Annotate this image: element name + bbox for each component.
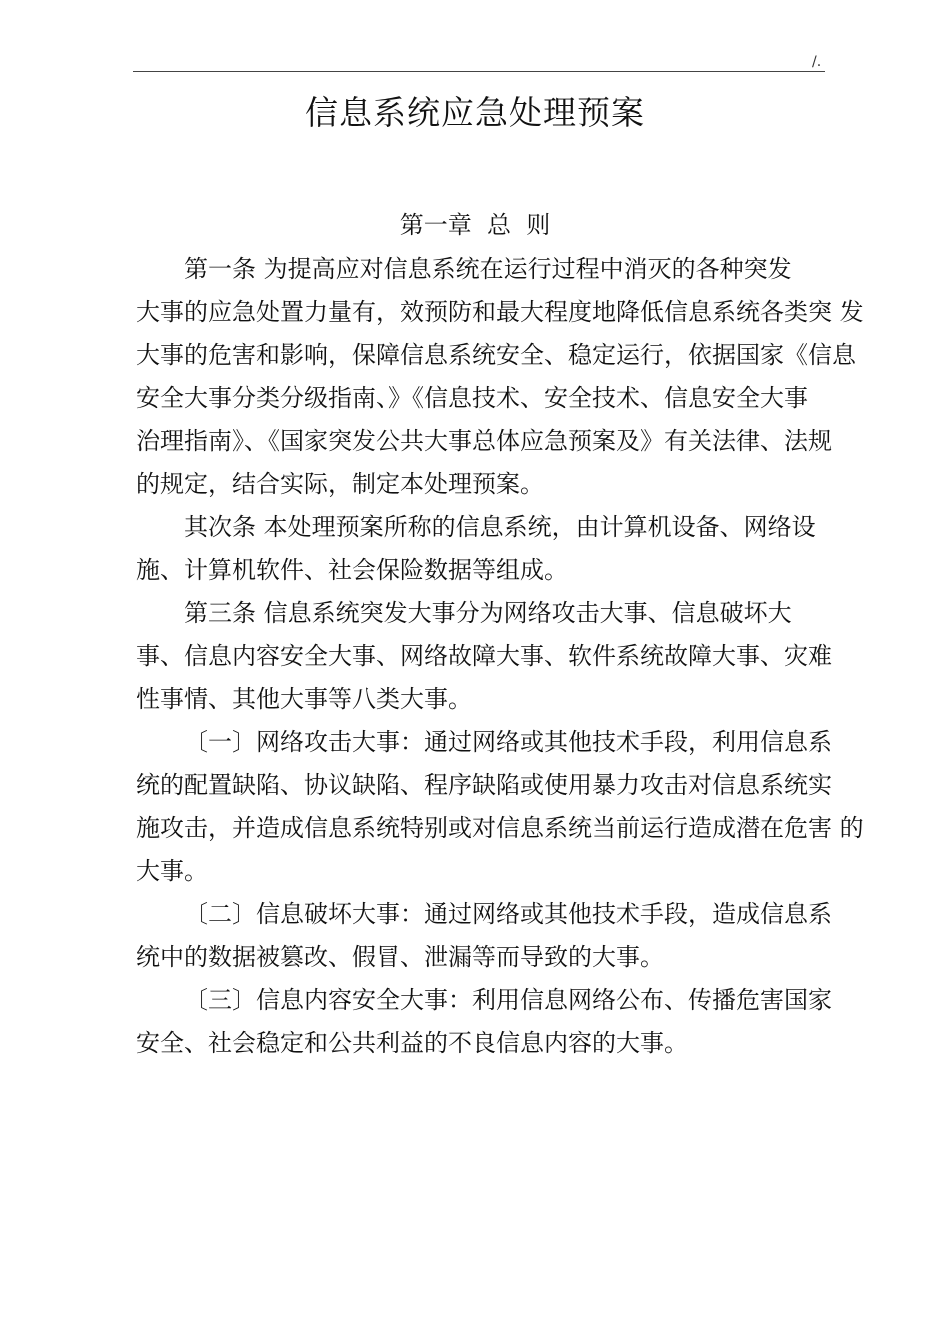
text-line: 治理指南》、《国家突发公共大事总体应急预案及》有关法律、法规 (136, 427, 832, 455)
text-line: 〔一〕网络攻击大事：通过网络或其他技术手段，利用信息系 (184, 728, 832, 756)
paragraph-article-3 (136, 592, 848, 721)
text-line: 安全大事分类分级指南、》《信息技术、安全技术、信息安全大事 (136, 384, 808, 412)
text-line: 统中的数据被篡改、假冒、泄漏等而导致的大事。 (136, 943, 664, 971)
chapter-heading: 第一章 总 则 (399, 211, 551, 239)
text-line: 其次条 本处理预案所称的信息系统，由计算机设备、网络设 (184, 513, 816, 541)
text-line: 施、计算机软件、社会保险数据等组成。 (136, 556, 568, 584)
text-line: 〔三〕信息内容安全大事：利用信息网络公布、传播危害国家 (184, 986, 832, 1014)
header-rule (133, 71, 825, 72)
text-line: 事、信息内容安全大事、网络故障大事、软件系统故障大事、灾难 (136, 642, 832, 670)
text-line: 第三条 信息系统突发大事分为网络攻击大事、信息破坏大 (184, 599, 792, 627)
text-line: 〔二〕信息破坏大事：通过网络或其他技术手段，造成信息系 (184, 900, 832, 928)
page-corner-mark: /. (812, 54, 822, 70)
document-body (136, 248, 864, 1065)
text-line: 第一条 为提高应对信息系统在运行过程中消灭的各种突发 (184, 255, 792, 283)
text-line: 的规定，结合实际，制定本处理预案。 (136, 470, 544, 498)
paragraph-item-2 (136, 893, 848, 979)
document-title: 信息系统应急处理预案 (305, 93, 645, 132)
text-line: 统的配置缺陷、协议缺陷、程序缺陷或使用暴力攻击对信息系统实 (136, 771, 832, 799)
paragraph-item-3 (136, 979, 848, 1065)
text-line: 性事情、其他大事等八类大事。 (136, 685, 472, 713)
text-line: 大事的应急处置力量有，效预防和最大程度地降低信息系统各类突 发 (136, 298, 864, 326)
text-line: 安全、社会稳定和公共利益的不良信息内容的大事。 (136, 1029, 688, 1057)
paragraph-article-1 (136, 248, 864, 506)
paragraph-item-1 (136, 721, 864, 893)
paragraph-article-2 (136, 506, 848, 592)
text-line: 施攻击，并造成信息系统特别或对信息系统当前运行造成潜在危害 的 (136, 814, 864, 842)
text-line: 大事的危害和影响，保障信息系统安全、稳定运行，依据国家《信息 (136, 341, 856, 369)
text-line: 大事。 (136, 857, 208, 885)
